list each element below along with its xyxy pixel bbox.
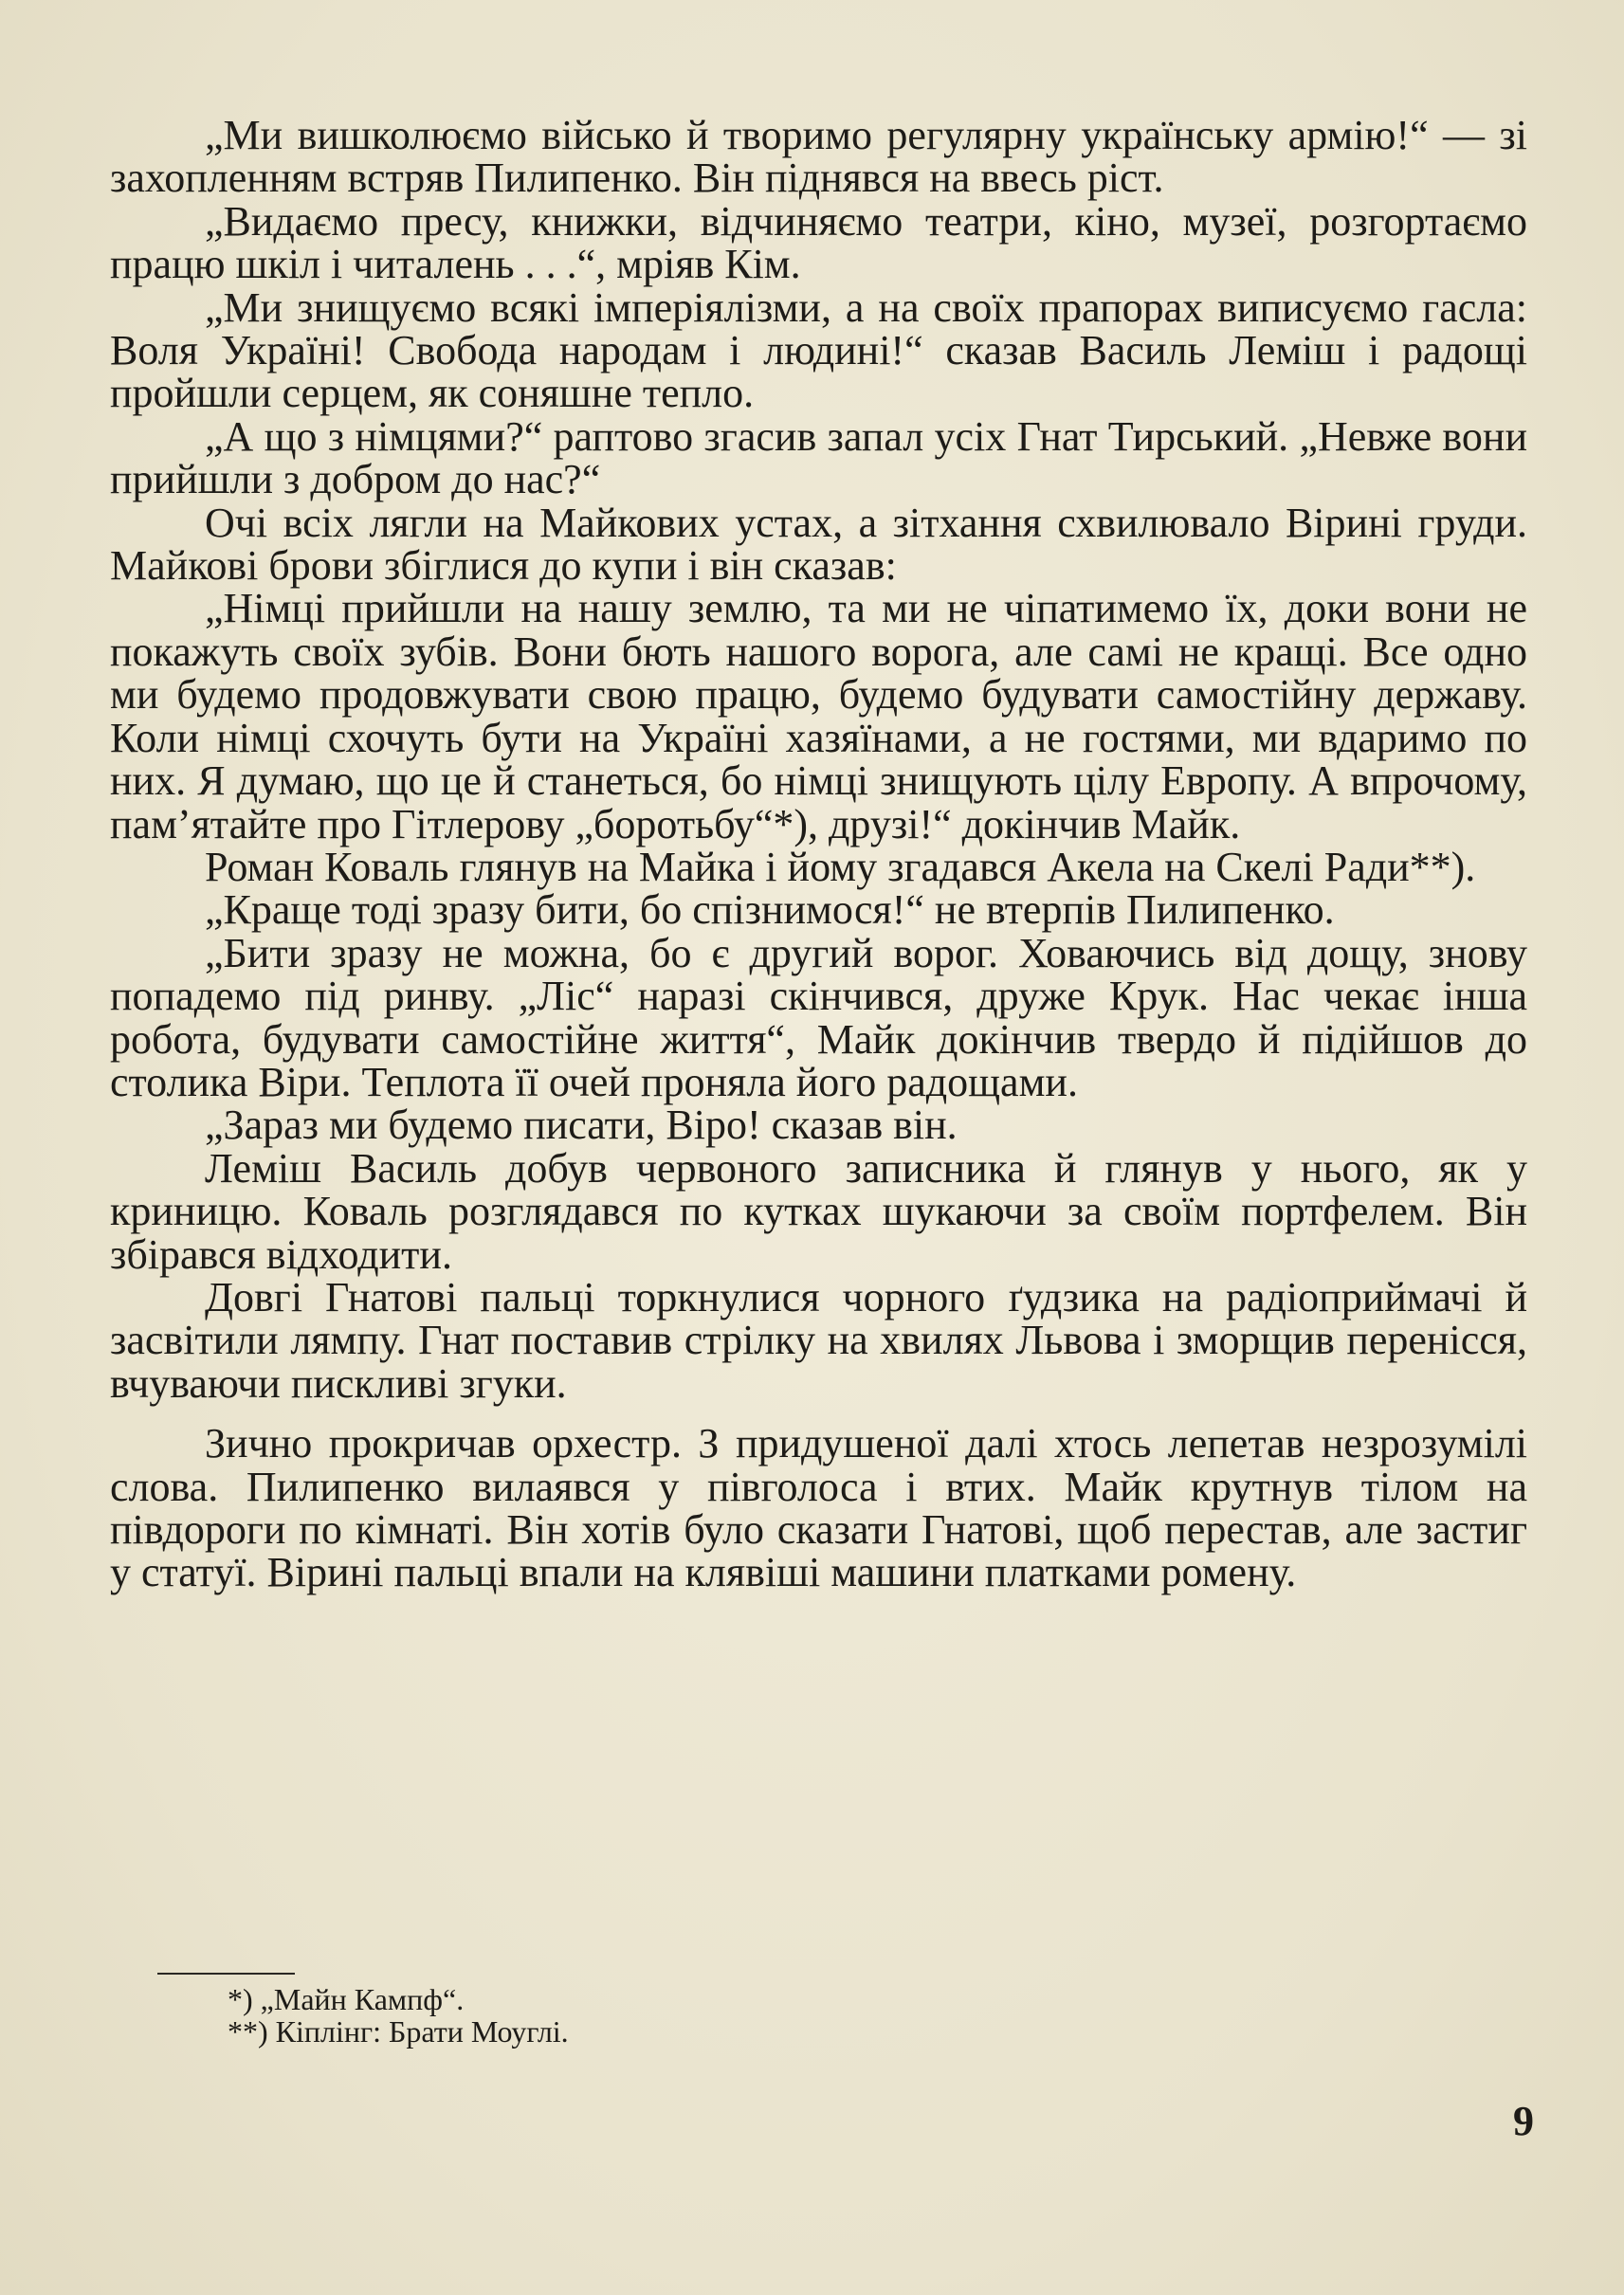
paragraph: „Краще тоді зразу бити, бо спізнимося!“ не втерпів Пилипенко. — [205, 886, 1335, 934]
footnote: *) „Майн Кампф“. — [228, 1982, 465, 2016]
paragraph: „Німці прийшли на нашу землю, та ми не чіпатимемо їх, доки вони не покажуть своїх зубів. Вони бють нашого ворога, але самі не кращі. Все одно ми будемо продовжувати свою працю, будемо будувати самостійну державу. Коли німці схочуть бути на Україні хазяїнами, а не гостями, ми вдаримо по них. Я думаю, що це й станеться, бо німці знищують цілу Европу. А впрочому, памʼятайте про Гітлерову „боротьбу“*), друзі!“ докінчив Майк. — [110, 585, 1527, 847]
paragraph: Леміш Василь добув червоного записника й глянув у нього, як у криницю. Коваль розглядався по кутках шукаючи за своїм портфелем. Він збірався відходити. — [110, 1144, 1527, 1278]
paragraph: „Видаємо пресу, книжки, відчиняємо театри, кіно, музеї, розгортаємо працю шкіл і читалень . . .“, мріяв Кім. — [110, 197, 1527, 288]
paragraph: Роман Коваль глянув на Майка і йому згадався Акела на Скелі Ради**). — [205, 843, 1476, 890]
paragraph: Довгі Гнатові пальці торкнулися чорного ґудзика на радіоприймачі й засвітили лямпу. Гнат поставив стрілку на хвилях Львова і зморщив перенісся, вчуваючи пискливі згуки. — [110, 1273, 1527, 1407]
paragraph: Зично прокричав орхестр. З придушеної далі хтось лепетав незрозумілі слова. Пилипенко вилаявся у півголоса і втих. Майк крутнув тілом на півдороги по кімнаті. Він хотів було сказати Гнатові, щоб перестав, але застиг у статуї. Вірині пальці впали на клявіші машини платками ромену. — [110, 1420, 1527, 1596]
paragraph: „Зараз ми будемо писати, Віро! сказав він. — [205, 1102, 958, 1149]
footnote: **) Кіплінг: Брати Моуглі. — [228, 2014, 569, 2049]
footnotes — [228, 1983, 986, 2048]
paragraph: „Бити зразу не можна, бо є другий ворог. Ховаючись від дощу, знову попадемо під ринву. „Ліс“ наразі скінчився, друже Крук. Нас чекає інша робота, будувати самостійне життя“, Майк докінчив твердо й підійшов до столика Віри. Теплота її очей проняла його радощами. — [110, 929, 1527, 1105]
paragraph: „Ми знищуємо всякі імперіялізми, а на своїх прапорах виписуємо гасла: Воля Україні! Свобода народам і людині!“ сказав Василь Леміш і радощі пройшли серцем, як соняшне тепло. — [110, 283, 1527, 417]
paragraph: Очі всіх лягли на Майкових устах, а зітхання схвилювало Вірині груди. Майкові брови збіглися до купи і він сказав: — [110, 499, 1527, 590]
footnote-divider — [157, 1973, 295, 1975]
page-number: 9 — [1513, 2098, 1534, 2144]
paragraph: „А що з німцями?“ раптово згасив запал усіх Гнат Тирський. „Невже вони прийшли з добром до нас?“ — [110, 412, 1527, 503]
paragraph: „Ми вишколюємо військо й творимо регулярну українську армію!“ — зі захопленням встряв Пилипенко. Він піднявся на ввесь ріст. — [110, 112, 1527, 202]
body-text — [110, 114, 1527, 1594]
